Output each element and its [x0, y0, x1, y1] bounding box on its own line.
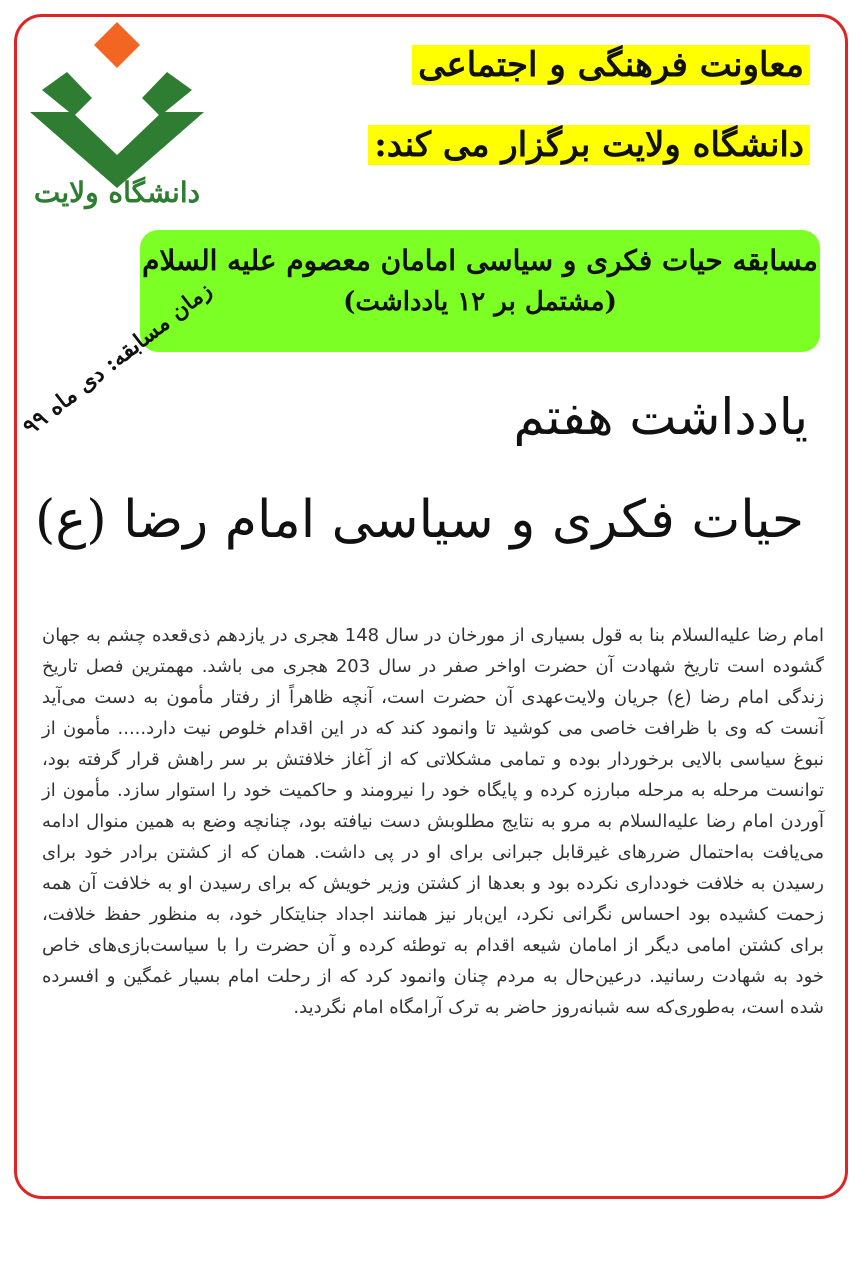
subject-title: حیات فکری و سیاسی امام رضا (ع)	[35, 490, 804, 550]
header-line-1	[412, 44, 810, 87]
logo-orange-diamond	[94, 22, 140, 68]
article-body: امام رضا علیه‌السلام بنا به قول بسیاری از مورخان در سال 148 هجری در یازدهم ذی‌قعده چشم به جهان گشوده است تاریخ شهادت آن حضرت اواخر صفر در سال 203 هجری می باشد. مهمترین فصل تاریخ زندگی امام رضا (ع) جریان ولایت‌عهدی آن حضرت است، آنچه ظاهراً از رفتار مأمون به دست می‌آید آنست که وی با ظرافت خاصی می کوشید تا وانمود کند که در این اقدام خلوص نیت دارد..... مأمون از نبوغ سیاسی بالایی برخوردار بوده و تمامی مشکلاتی که از آغاز خلافتش بر سر راهش قرار گرفته بود، توانست مرحله به مرحله مبارزه کرده و پایگاه خود را نیرومند و حاکمیت خود را استوار سازد. مأمون از آوردن امام رضا علیه‌السلام به مرو به نتایج مطلوبش دست نیافته بود، چنانچه وضع به همین منوال ادامه می‌یافت به‌احتمال ضررهای غیرقابل جبرانی برای او در پی داشت. همان که از کشتن برادر خود برای رسیدن به خلافت خودداری نکرده بود و بعدها از کشتن وزیر خویش که برای رسیدن او به خلافت آن همه زحمت کشیده بود احساس نگرانی نکرد، این‌بار نیز همانند اجداد جنایتکار خود، به منظور حفظ خلافت، برای کشتن امامی دیگر از امامان شیعه اقدام به توطئه کرده و آن حضرت را با سیاست‌بازی‌های خاص خود به شهادت رسانید. درعین‌حال به مردم چنان وانمود کرد که از رحلت امام بسیار غمگین و افسرده شده است، به‌طوری‌که سه شبانه‌روز حاضر به ترک آرامگاه امام نگردید.	[42, 625, 824, 1018]
logo-left-leaf	[42, 72, 92, 116]
logo-text: دانشگاه ولایت	[33, 176, 201, 209]
contest-title: مسابقه حیات فکری و سیاسی امامان معصوم علیه السلام	[142, 244, 818, 277]
contest-banner	[140, 230, 820, 352]
header-line-1-text: معاونت فرهنگی و اجتماعی	[412, 45, 810, 85]
header-line-2	[368, 124, 810, 167]
logo-right-leaf	[142, 72, 192, 116]
header-line-2-text: دانشگاه ولایت برگزار می کند:	[368, 125, 810, 165]
date-stamp: زمان مسابقه: دی ماه ۹۹	[18, 277, 217, 441]
note-title: یادداشت هفتم	[513, 388, 808, 446]
contest-subtitle: (مشتمل بر ۱۲ یادداشت)	[343, 287, 617, 317]
